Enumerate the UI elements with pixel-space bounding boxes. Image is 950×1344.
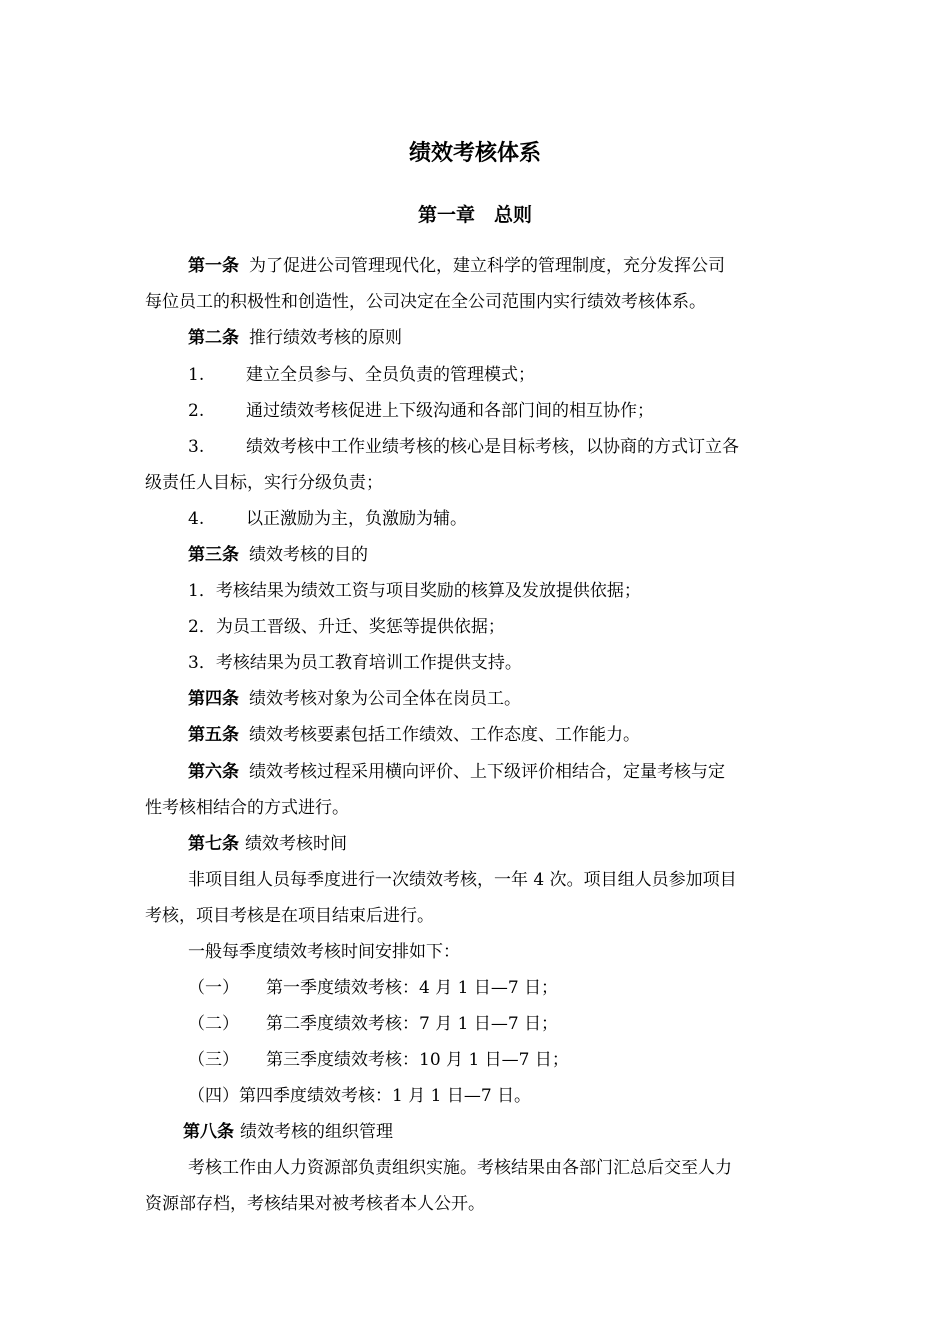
article-7-para-1-cont: 考核，项目考核是在项目结束后进行。 bbox=[145, 906, 434, 926]
article-2-label: 第二条 bbox=[188, 328, 239, 348]
purpose-item-1: 1．考核结果为绩效工资与项目奖励的核算及发放提供依据； bbox=[188, 581, 641, 601]
article-1-line-2: 每位员工的积极性和创造性，公司决定在全公司范围内实行绩效考核体系。 bbox=[145, 292, 706, 312]
principle-item-1: 1. 建立全员参与、全员负责的管理模式； bbox=[188, 365, 535, 385]
purpose-item-3: 3．考核结果为员工教育培训工作提供支持。 bbox=[188, 653, 522, 673]
article-6-label: 第六条 bbox=[188, 762, 239, 782]
article-4: 第四条 绩效考核对象为公司全体在岗员工。 bbox=[188, 689, 521, 709]
quarter-item-2: （二） 第二季度绩效考核：7 月 1 日—7 日； bbox=[188, 1014, 559, 1034]
article-1-label: 第一条 bbox=[188, 256, 239, 276]
article-1-line-1: 第一条 为了促进公司管理现代化，建立科学的管理制度，充分发挥公司 bbox=[188, 256, 725, 276]
article-3-heading: 第三条 绩效考核的目的 bbox=[188, 545, 368, 565]
quarter-item-1: （一） 第一季度绩效考核：4 月 1 日—7 日； bbox=[188, 978, 559, 998]
article-4-label: 第四条 bbox=[188, 689, 239, 709]
document-title: 绩效考核体系 bbox=[408, 141, 541, 166]
article-7-heading: 第七条 绩效考核时间 bbox=[188, 834, 347, 854]
purpose-item-2: 2．为员工晋级、升迁、奖惩等提供依据； bbox=[188, 617, 505, 637]
quarter-item-4: （四）第四季度绩效考核：1 月 1 日—7 日。 bbox=[188, 1086, 532, 1106]
article-5-label: 第五条 bbox=[188, 725, 239, 745]
principle-item-2: 2. 通过绩效考核促进上下级沟通和各部门间的相互协作； bbox=[188, 401, 654, 421]
principle-item-4: 4. 以正激励为主，负激励为辅。 bbox=[188, 509, 467, 529]
article-7-para-1: 非项目组人员每季度进行一次绩效考核，一年 4 次。项目组人员参加项目 bbox=[188, 870, 737, 890]
principle-item-3: 3. 绩效考核中工作业绩考核的核心是目标考核，以协商的方式订立各 bbox=[188, 437, 739, 457]
article-8-label: 第八条 bbox=[183, 1122, 234, 1142]
chapter-heading: 第一章 总则 bbox=[417, 204, 532, 226]
article-8-heading: 第八条 绩效考核的组织管理 bbox=[183, 1122, 393, 1142]
principle-item-3-cont: 级责任人目标，实行分级负责； bbox=[145, 473, 383, 493]
article-8-line-1: 考核工作由人力资源部负责组织实施。考核结果由各部门汇总后交至人力 bbox=[188, 1158, 732, 1178]
article-3-label: 第三条 bbox=[188, 545, 239, 565]
article-8-line-2: 资源部存档，考核结果对被考核者本人公开。 bbox=[145, 1194, 485, 1214]
article-2-heading: 第二条 推行绩效考核的原则 bbox=[188, 328, 402, 348]
article-7-para-2: 一般每季度绩效考核时间安排如下： bbox=[188, 942, 460, 962]
article-6-line-2: 性考核相结合的方式进行。 bbox=[145, 798, 349, 818]
article-5: 第五条 绩效考核要素包括工作绩效、工作态度、工作能力。 bbox=[188, 725, 640, 745]
article-6-line-1: 第六条 绩效考核过程采用横向评价、上下级评价相结合，定量考核与定 bbox=[188, 762, 725, 782]
quarter-item-3: （三） 第三季度绩效考核：10 月 1 日—7 日； bbox=[188, 1050, 569, 1070]
article-7-label: 第七条 bbox=[188, 834, 239, 854]
